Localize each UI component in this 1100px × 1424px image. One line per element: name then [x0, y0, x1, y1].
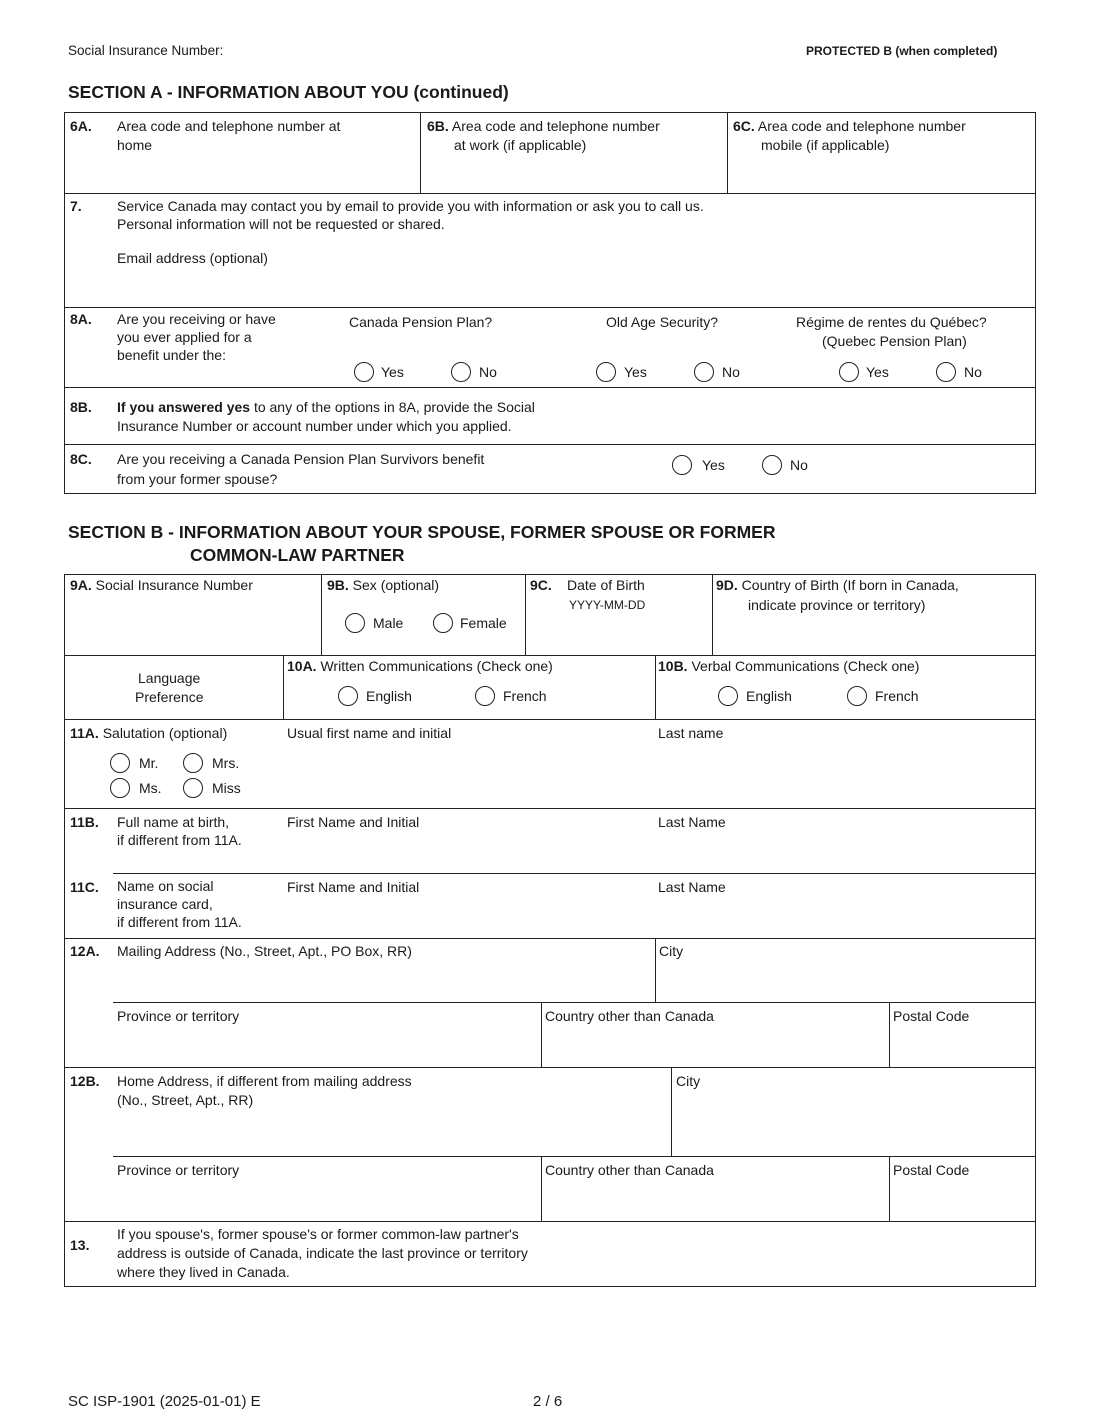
- home-postal-label: Postal Code: [893, 1162, 970, 1178]
- q10b-label: 10B. Verbal Communications (Check one): [658, 658, 920, 674]
- section-a-title: SECTION A - INFORMATION ABOUT YOU (continued): [68, 82, 509, 102]
- home-country-label: Country other than Canada: [545, 1162, 714, 1178]
- rrq-no-radio[interactable]: [936, 362, 956, 382]
- mailing-postal-label: Postal Code: [893, 1008, 970, 1024]
- mailing-province-label: Province or territory: [117, 1008, 240, 1024]
- birth-last-name-label: Last Name: [658, 814, 726, 830]
- sin-header-label: Social Insurance Number:: [68, 43, 224, 58]
- oas-yes-radio[interactable]: [596, 362, 616, 382]
- cpp-no-radio[interactable]: [451, 362, 471, 382]
- sex-female-radio[interactable]: [433, 613, 453, 633]
- mailing-country-label: Country other than Canada: [545, 1008, 714, 1024]
- written-english-radio[interactable]: [338, 686, 358, 706]
- home-province-label: Province or territory: [117, 1162, 240, 1178]
- q8b-text: If you answered yes to any of the options in 8A, provide the Social: [117, 399, 535, 415]
- date-format-hint: YYYY-MM-DD: [569, 598, 646, 612]
- sin-last-name-label: Last Name: [658, 879, 726, 895]
- mailing-city-label: City: [659, 943, 684, 959]
- q6c-label: 6C. Area code and telephone number: [733, 118, 966, 134]
- q6a-label: Area code and telephone number at: [117, 118, 341, 134]
- sin-first-name-label: First Name and Initial: [287, 879, 420, 895]
- q13-text: If you spouse's, former spouse's or former common-law partner's: [117, 1226, 519, 1242]
- page-number: 2 / 6: [533, 1393, 563, 1410]
- written-french-radio[interactable]: [475, 686, 495, 706]
- salutation-mr-radio[interactable]: [110, 753, 130, 773]
- section-a-table: [64, 112, 1036, 494]
- q9a-label: 9A. Social Insurance Number: [70, 577, 253, 593]
- verbal-english-radio[interactable]: [718, 686, 738, 706]
- salutation-miss-radio[interactable]: [183, 778, 203, 798]
- q9b-label: 9B. Sex (optional): [327, 577, 440, 593]
- last-name-label: Last name: [658, 725, 724, 741]
- cpp-yes-radio[interactable]: [354, 362, 374, 382]
- oas-no-radio[interactable]: [694, 362, 714, 382]
- oas-label: Old Age Security?: [606, 314, 719, 330]
- survivor-no-radio[interactable]: [762, 455, 782, 475]
- section-b-title: SECTION B - INFORMATION ABOUT YOUR SPOUSE, FORMER SPOUSE OR FORMER: [68, 522, 776, 542]
- cpp-label: Canada Pension Plan?: [349, 314, 493, 330]
- salutation-ms-radio[interactable]: [110, 778, 130, 798]
- q8a-label: Are you receiving or have: [117, 311, 276, 327]
- q11c-label: Name on social: [117, 878, 214, 894]
- home-address-label: Home Address, if different from mailing address: [117, 1073, 412, 1089]
- q7-text: Service Canada may contact you by email to provide you with information or ask you to call us.: [117, 198, 704, 214]
- q11b-label: Full name at birth,: [117, 814, 230, 830]
- email-label: Email address (optional): [117, 250, 268, 266]
- q9c-label: Date of Birth: [567, 577, 645, 593]
- q8c-text: Are you receiving a Canada Pension Plan Survivors benefit: [117, 451, 485, 467]
- rrq-label: Régime de rentes du Québec?: [796, 314, 987, 330]
- rrq-yes-radio[interactable]: [839, 362, 859, 382]
- first-name-label: Usual first name and initial: [287, 725, 452, 741]
- protected-b-label: PROTECTED B (when completed): [806, 44, 998, 58]
- home-city-label: City: [676, 1073, 701, 1089]
- salutation-mrs-radio[interactable]: [183, 753, 203, 773]
- q11a-label: 11A. Salutation (optional): [70, 725, 228, 741]
- verbal-french-radio[interactable]: [847, 686, 867, 706]
- q6b-label: 6B. Area code and telephone number: [427, 118, 660, 134]
- q10a-label: 10A. Written Communications (Check one): [287, 658, 553, 674]
- q9d-label: 9D. Country of Birth (If born in Canada,: [716, 577, 959, 593]
- survivor-yes-radio[interactable]: [672, 455, 692, 475]
- mailing-address-label: Mailing Address (No., Street, Apt., PO Box, RR): [117, 943, 412, 959]
- language-preference-label: Language: [138, 670, 201, 686]
- sex-male-radio[interactable]: [345, 613, 365, 633]
- birth-first-name-label: First Name and Initial: [287, 814, 420, 830]
- form-id: SC ISP-1901 (2025-01-01) E: [68, 1393, 261, 1410]
